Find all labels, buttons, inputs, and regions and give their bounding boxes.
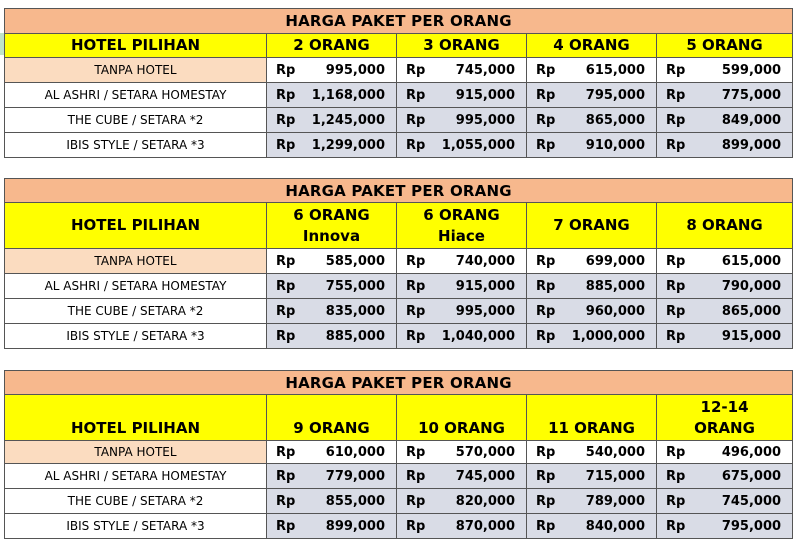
currency-label: Rp [666, 328, 686, 344]
price-cell [267, 108, 397, 133]
price-cell [657, 133, 793, 158]
hotel-column-header: HOTEL PILIHAN [5, 34, 267, 58]
price-cell [657, 464, 793, 489]
price-value: 1,299,000 [311, 137, 385, 153]
price-value: 915,000 [455, 278, 515, 294]
price-value: 795,000 [585, 87, 645, 103]
hotel-name: AL ASHRI / SETARA HOMESTAY [5, 83, 267, 108]
currency-label: Rp [276, 518, 296, 534]
price-value: 820,000 [455, 493, 515, 509]
hotel-name: TANPA HOTEL [5, 441, 267, 464]
currency-label: Rp [276, 253, 296, 269]
table-row [5, 249, 793, 274]
currency-label: Rp [406, 303, 426, 319]
price-value: 615,000 [585, 62, 645, 78]
price-cell [397, 108, 527, 133]
price-cell [657, 441, 793, 464]
price-value: 1,245,000 [311, 112, 385, 128]
price-value: 995,000 [455, 112, 515, 128]
hotel-name: THE CUBE / SETARA *2 [5, 299, 267, 324]
currency-label: Rp [406, 518, 426, 534]
group-size-header: 12-14 ORANG [657, 395, 793, 441]
price-value: 1,040,000 [441, 328, 515, 344]
price-cell [657, 83, 793, 108]
price-cell [397, 58, 527, 83]
currency-label: Rp [276, 328, 296, 344]
currency-label: Rp [536, 62, 556, 78]
price-value: 790,000 [721, 278, 782, 294]
currency-label: Rp [276, 137, 296, 153]
currency-label: Rp [406, 493, 426, 509]
price-value: 899,000 [721, 137, 782, 153]
price-value: 715,000 [585, 468, 645, 484]
currency-label: Rp [666, 518, 686, 534]
hotel-name: IBIS STYLE / SETARA *3 [5, 133, 267, 158]
price-value: 496,000 [721, 444, 782, 460]
group-size-header: 9 ORANG [267, 395, 397, 441]
price-cell [267, 249, 397, 274]
price-value: 585,000 [325, 253, 385, 269]
price-cell [527, 489, 657, 514]
price-cell [527, 441, 657, 464]
hotel-name: TANPA HOTEL [5, 249, 267, 274]
price-cell [527, 514, 657, 539]
price-value: 615,000 [721, 253, 782, 269]
price-value: 870,000 [455, 518, 515, 534]
price-cell [397, 83, 527, 108]
currency-label: Rp [406, 137, 426, 153]
currency-label: Rp [276, 493, 296, 509]
price-cell [527, 133, 657, 158]
group-size-header: 6 ORANG Hiace [397, 203, 527, 249]
currency-label: Rp [666, 137, 686, 153]
table-row [5, 441, 793, 464]
price-table-2 [4, 178, 793, 349]
price-cell [267, 83, 397, 108]
currency-label: Rp [406, 468, 426, 484]
price-value: 745,000 [721, 493, 782, 509]
currency-label: Rp [536, 493, 556, 509]
currency-label: Rp [406, 253, 426, 269]
currency-label: Rp [666, 62, 686, 78]
price-value: 885,000 [585, 278, 645, 294]
currency-label: Rp [406, 444, 426, 460]
price-cell [527, 464, 657, 489]
table-row [5, 58, 793, 83]
price-cell [397, 441, 527, 464]
hotel-name: THE CUBE / SETARA *2 [5, 489, 267, 514]
currency-label: Rp [666, 278, 686, 294]
currency-label: Rp [406, 87, 426, 103]
hotel-name: TANPA HOTEL [5, 58, 267, 83]
currency-label: Rp [536, 112, 556, 128]
price-cell [527, 299, 657, 324]
currency-label: Rp [666, 493, 686, 509]
price-value: 540,000 [585, 444, 645, 460]
group-size-header: 5 ORANG [657, 34, 793, 58]
price-cell [527, 83, 657, 108]
currency-label: Rp [406, 278, 426, 294]
price-cell [397, 489, 527, 514]
group-size-header: 3 ORANG [397, 34, 527, 58]
currency-label: Rp [406, 62, 426, 78]
table-row [5, 108, 793, 133]
currency-label: Rp [536, 518, 556, 534]
hotel-name: IBIS STYLE / SETARA *3 [5, 514, 267, 539]
currency-label: Rp [536, 137, 556, 153]
table-row [5, 83, 793, 108]
currency-label: Rp [536, 468, 556, 484]
currency-label: Rp [536, 278, 556, 294]
price-value: 570,000 [455, 444, 515, 460]
table-row [5, 464, 793, 489]
price-value: 960,000 [585, 303, 645, 319]
table-row [5, 324, 793, 349]
price-cell [267, 58, 397, 83]
hotel-column-header: HOTEL PILIHAN [5, 203, 267, 249]
price-cell [267, 274, 397, 299]
currency-label: Rp [276, 444, 296, 460]
currency-label: Rp [536, 444, 556, 460]
price-cell [397, 274, 527, 299]
table-title: HARGA PAKET PER ORANG [5, 179, 793, 203]
price-cell [657, 514, 793, 539]
currency-label: Rp [536, 328, 556, 344]
price-value: 849,000 [721, 112, 782, 128]
price-value: 865,000 [721, 303, 782, 319]
table-row [5, 133, 793, 158]
hotel-column-header: HOTEL PILIHAN [5, 395, 267, 441]
price-value: 1,168,000 [311, 87, 385, 103]
price-value: 795,000 [721, 518, 782, 534]
price-cell [527, 274, 657, 299]
price-value: 699,000 [585, 253, 645, 269]
price-value: 745,000 [455, 468, 515, 484]
price-cell [657, 58, 793, 83]
price-cell [527, 249, 657, 274]
price-cell [267, 489, 397, 514]
currency-label: Rp [536, 253, 556, 269]
group-size-header: 2 ORANG [267, 34, 397, 58]
currency-label: Rp [276, 468, 296, 484]
price-value: 995,000 [325, 62, 385, 78]
group-size-header: 7 ORANG [527, 203, 657, 249]
hotel-name: IBIS STYLE / SETARA *3 [5, 324, 267, 349]
table-row [5, 274, 793, 299]
price-cell [397, 324, 527, 349]
price-cell [267, 441, 397, 464]
price-value: 840,000 [585, 518, 645, 534]
price-cell [397, 133, 527, 158]
price-value: 865,000 [585, 112, 645, 128]
price-cell [657, 274, 793, 299]
price-table-1 [4, 8, 793, 158]
currency-label: Rp [276, 303, 296, 319]
price-value: 915,000 [455, 87, 515, 103]
price-table-3 [4, 370, 793, 539]
price-value: 610,000 [325, 444, 385, 460]
group-size-header: 4 ORANG [527, 34, 657, 58]
currency-label: Rp [666, 468, 686, 484]
price-cell [527, 58, 657, 83]
table-row [5, 299, 793, 324]
price-value: 745,000 [455, 62, 515, 78]
currency-label: Rp [276, 278, 296, 294]
price-cell [527, 108, 657, 133]
currency-label: Rp [406, 328, 426, 344]
price-value: 599,000 [721, 62, 782, 78]
price-value: 675,000 [721, 468, 782, 484]
price-cell [397, 299, 527, 324]
price-value: 835,000 [325, 303, 385, 319]
currency-label: Rp [666, 112, 686, 128]
price-cell [657, 108, 793, 133]
group-size-header: 11 ORANG [527, 395, 657, 441]
price-cell [527, 324, 657, 349]
price-value: 915,000 [721, 328, 782, 344]
currency-label: Rp [276, 87, 296, 103]
table-row [5, 489, 793, 514]
group-size-header: 8 ORANG [657, 203, 793, 249]
price-value: 995,000 [455, 303, 515, 319]
price-cell [267, 324, 397, 349]
currency-label: Rp [666, 303, 686, 319]
price-value: 789,000 [585, 493, 645, 509]
price-value: 740,000 [455, 253, 515, 269]
price-value: 1,055,000 [441, 137, 515, 153]
currency-label: Rp [666, 253, 686, 269]
currency-label: Rp [666, 444, 686, 460]
price-cell [657, 324, 793, 349]
price-cell [397, 464, 527, 489]
price-value: 885,000 [325, 328, 385, 344]
group-size-header: 6 ORANG Innova [267, 203, 397, 249]
price-value: 855,000 [325, 493, 385, 509]
price-value: 755,000 [325, 278, 385, 294]
currency-label: Rp [276, 112, 296, 128]
price-cell [267, 133, 397, 158]
table-row [5, 514, 793, 539]
price-cell [267, 464, 397, 489]
currency-label: Rp [536, 303, 556, 319]
currency-label: Rp [276, 62, 296, 78]
hotel-name: AL ASHRI / SETARA HOMESTAY [5, 274, 267, 299]
table-title: HARGA PAKET PER ORANG [5, 371, 793, 395]
price-cell [397, 514, 527, 539]
hotel-name: THE CUBE / SETARA *2 [5, 108, 267, 133]
currency-label: Rp [666, 87, 686, 103]
hotel-name: AL ASHRI / SETARA HOMESTAY [5, 464, 267, 489]
table-title: HARGA PAKET PER ORANG [5, 9, 793, 34]
price-cell [657, 299, 793, 324]
price-cell [657, 249, 793, 274]
price-cell [657, 489, 793, 514]
price-value: 899,000 [325, 518, 385, 534]
price-value: 775,000 [721, 87, 782, 103]
price-cell [267, 514, 397, 539]
group-size-header: 10 ORANG [397, 395, 527, 441]
price-value: 1,000,000 [571, 328, 645, 344]
price-cell [267, 299, 397, 324]
price-value: 910,000 [585, 137, 645, 153]
price-cell [397, 249, 527, 274]
currency-label: Rp [406, 112, 426, 128]
currency-label: Rp [536, 87, 556, 103]
price-value: 779,000 [325, 468, 385, 484]
